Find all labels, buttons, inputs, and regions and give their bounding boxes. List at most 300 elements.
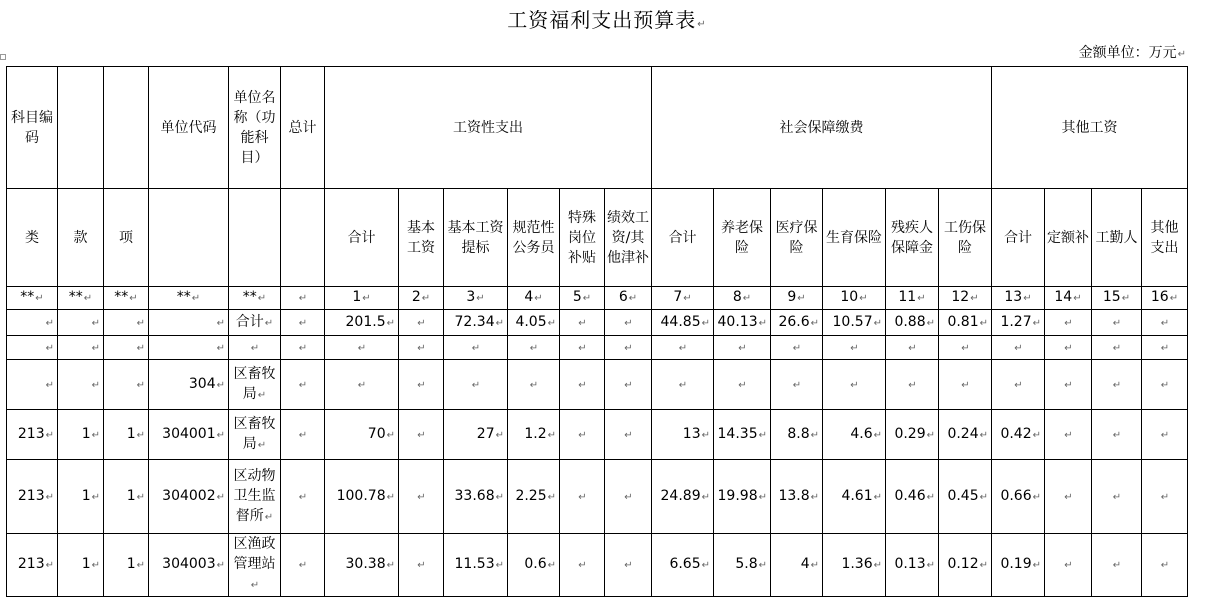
paragraph-mark-icon: ↵ xyxy=(136,379,145,391)
paragraph-mark-icon: ↵ xyxy=(91,379,100,391)
table-cell[interactable] xyxy=(444,310,508,336)
table-cell[interactable] xyxy=(399,460,444,534)
paragraph-mark-icon: ↵ xyxy=(547,429,556,441)
table-cell[interactable] xyxy=(104,534,149,597)
table-cell[interactable] xyxy=(444,410,508,460)
table-cell[interactable] xyxy=(58,310,104,336)
table-cell[interactable] xyxy=(1142,310,1188,336)
paragraph-mark-icon: ↵ xyxy=(1064,342,1073,354)
cell-text: 1 xyxy=(81,425,91,442)
table-cell[interactable] xyxy=(149,310,229,336)
table-cell[interactable] xyxy=(714,287,771,310)
paragraph-mark-icon: ↵ xyxy=(1032,491,1041,503)
table-cell[interactable] xyxy=(1045,460,1092,534)
paragraph-mark-icon: ↵ xyxy=(1160,560,1170,571)
cell-text: 11 xyxy=(898,289,917,305)
table-cell[interactable] xyxy=(652,410,714,460)
table-cell[interactable] xyxy=(281,460,325,534)
table-cell[interactable] xyxy=(992,336,1045,360)
paragraph-mark-icon: ↵ xyxy=(45,429,54,441)
cell-text: 1 xyxy=(81,556,91,572)
table-cell[interactable] xyxy=(325,287,399,310)
cell-text: 0.88 xyxy=(894,313,926,330)
paragraph-mark-icon: ↵ xyxy=(417,379,426,391)
paragraph-mark-icon: ↵ xyxy=(417,429,426,441)
table-cell[interactable] xyxy=(1092,310,1142,336)
table-cell[interactable] xyxy=(605,410,652,460)
cell-text: 1 xyxy=(81,487,91,504)
paragraph-mark-icon: ↵ xyxy=(859,293,868,304)
amount-unit: 金额单位：万元↵ xyxy=(1078,45,1186,61)
paragraph-mark-icon: ↵ xyxy=(678,379,688,391)
table-cell[interactable] xyxy=(325,310,399,336)
table-cell[interactable] xyxy=(58,460,104,534)
table-cell[interactable] xyxy=(1142,360,1188,410)
table-cell[interactable] xyxy=(325,336,399,360)
table-cell[interactable] xyxy=(1142,460,1188,534)
table-cell[interactable] xyxy=(714,534,771,597)
table-cell[interactable] xyxy=(939,534,992,597)
table-cell[interactable] xyxy=(508,460,560,534)
paragraph-mark-icon: ↵ xyxy=(970,293,979,304)
table-cell[interactable] xyxy=(7,287,58,310)
header-col-9: 医疗保险 xyxy=(771,189,823,287)
table-cell[interactable] xyxy=(992,310,1045,336)
paragraph-mark-icon: ↵ xyxy=(45,342,54,354)
table-cell[interactable] xyxy=(325,534,399,597)
paragraph-mark-icon: ↵ xyxy=(91,491,100,503)
paragraph-mark-icon: ↵ xyxy=(961,342,970,354)
table-cell[interactable] xyxy=(444,287,508,310)
table-cell[interactable] xyxy=(281,336,325,360)
table-cell[interactable] xyxy=(939,287,992,310)
cell-text: 100.78 xyxy=(336,487,386,504)
table-cell[interactable] xyxy=(229,410,281,460)
cell-text: 2.25 xyxy=(515,487,547,504)
paragraph-mark-icon: ↵ xyxy=(250,580,260,591)
cell-text: 区动物卫生监督所 xyxy=(233,467,276,524)
table-cell[interactable] xyxy=(104,360,149,410)
table-cell[interactable] xyxy=(229,360,281,410)
paragraph-mark-icon: ↵ xyxy=(471,342,481,354)
paragraph-mark-icon: ↵ xyxy=(83,293,93,304)
table-cell[interactable] xyxy=(7,460,58,534)
table-row xyxy=(7,534,1188,597)
paragraph-mark-icon: ↵ xyxy=(1160,317,1170,329)
table-cell[interactable] xyxy=(605,534,652,597)
header-col-3: 基本工资提标 xyxy=(444,189,508,287)
paragraph-mark-icon: ↵ xyxy=(386,560,395,571)
table-cell[interactable] xyxy=(992,460,1045,534)
paragraph-mark-icon: ↵ xyxy=(792,342,802,354)
paragraph-mark-icon: ↵ xyxy=(701,429,710,441)
table-cell[interactable] xyxy=(281,310,325,336)
table-cell[interactable] xyxy=(605,460,652,534)
table-cell[interactable] xyxy=(939,460,992,534)
cell-text: 3 xyxy=(466,289,476,305)
paragraph-mark-icon: ↵ xyxy=(1064,560,1073,571)
table-cell[interactable] xyxy=(444,360,508,410)
table-cell[interactable] xyxy=(771,410,823,460)
paragraph-mark-icon: ↵ xyxy=(298,293,308,304)
table-cell[interactable] xyxy=(652,460,714,534)
paragraph-mark-icon: ↵ xyxy=(578,560,587,571)
table-cell[interactable] xyxy=(508,287,560,310)
table-cell[interactable] xyxy=(1092,287,1142,310)
table-cell[interactable] xyxy=(444,534,508,597)
paragraph-mark-icon: ↵ xyxy=(257,389,267,401)
table-cell[interactable] xyxy=(823,360,886,410)
table-cell[interactable] xyxy=(605,310,652,336)
cell-text: 13 xyxy=(1004,289,1023,305)
paragraph-mark-icon: ↵ xyxy=(926,429,935,441)
paragraph-mark-icon: ↵ xyxy=(1112,429,1122,441)
table-cell[interactable] xyxy=(149,287,229,310)
table-cell[interactable] xyxy=(560,310,605,336)
table-cell[interactable] xyxy=(652,287,714,310)
paragraph-mark-icon: ↵ xyxy=(534,293,543,304)
paragraph-mark-icon: ↵ xyxy=(578,429,587,441)
paragraph-mark-icon: ↵ xyxy=(1014,342,1023,354)
table-cell[interactable] xyxy=(7,360,58,410)
table-cell[interactable] xyxy=(508,360,560,410)
table-cell[interactable] xyxy=(886,460,939,534)
table-cell[interactable] xyxy=(7,310,58,336)
table-cell[interactable] xyxy=(605,336,652,360)
table-cell[interactable] xyxy=(7,534,58,597)
header-col-1: 合计 xyxy=(325,189,399,287)
table-cell[interactable] xyxy=(823,310,886,336)
header-col-6: 绩效工资/其他津补 xyxy=(605,189,652,287)
table-cell[interactable] xyxy=(1092,360,1142,410)
paragraph-mark-icon: ↵ xyxy=(136,429,145,441)
table-cell[interactable] xyxy=(104,460,149,534)
table-cell[interactable] xyxy=(939,360,992,410)
cell-text: 0.12 xyxy=(947,556,979,572)
table-cell[interactable] xyxy=(444,460,508,534)
paragraph-mark-icon: ↵ xyxy=(697,19,707,30)
table-cell[interactable] xyxy=(229,534,281,597)
header-xiang-blank xyxy=(104,67,149,189)
table-cell[interactable] xyxy=(281,360,325,410)
table-cell[interactable] xyxy=(823,336,886,360)
page-title: 工资福利支出预算表↵ xyxy=(507,8,707,32)
table-cell[interactable] xyxy=(58,410,104,460)
table-cell[interactable] xyxy=(58,534,104,597)
table-cell[interactable] xyxy=(58,336,104,360)
table-cell[interactable] xyxy=(149,534,229,597)
table-cell[interactable] xyxy=(1092,410,1142,460)
header-row-2 xyxy=(7,189,1188,287)
table-cell[interactable] xyxy=(508,336,560,360)
paragraph-mark-icon: ↵ xyxy=(298,317,308,329)
table-cell[interactable] xyxy=(560,534,605,597)
table-cell[interactable] xyxy=(58,287,104,310)
cell-text: 0.29 xyxy=(894,425,926,442)
cell-text: 10 xyxy=(840,289,859,305)
paragraph-mark-icon: ↵ xyxy=(45,317,54,329)
paragraph-mark-icon: ↵ xyxy=(628,293,638,304)
cell-text: 4.6 xyxy=(850,425,873,442)
table-cell[interactable] xyxy=(325,460,399,534)
paragraph-mark-icon: ↵ xyxy=(758,491,767,503)
paragraph-mark-icon: ↵ xyxy=(624,342,633,354)
table-cell[interactable] xyxy=(560,336,605,360)
paragraph-mark-icon: ↵ xyxy=(917,293,926,304)
cell-text: 6.65 xyxy=(669,556,701,572)
paragraph-mark-icon: ↵ xyxy=(678,342,688,354)
paragraph-mark-icon: ↵ xyxy=(362,293,371,304)
cell-text: 213 xyxy=(17,425,45,442)
table-cell[interactable] xyxy=(714,410,771,460)
table-cell[interactable] xyxy=(399,410,444,460)
table-cell[interactable] xyxy=(886,534,939,597)
table-cell[interactable] xyxy=(771,336,823,360)
paragraph-mark-icon: ↵ xyxy=(1064,317,1073,329)
cell-text: 4.05 xyxy=(515,313,547,330)
table-cell[interactable] xyxy=(823,287,886,310)
paragraph-mark-icon: ↵ xyxy=(1112,491,1122,503)
paragraph-mark-icon: ↵ xyxy=(136,317,145,329)
table-cell[interactable] xyxy=(652,336,714,360)
table-cell[interactable] xyxy=(605,360,652,410)
table-cell[interactable] xyxy=(104,310,149,336)
table-cell[interactable] xyxy=(560,460,605,534)
table-cell[interactable] xyxy=(886,287,939,310)
paragraph-mark-icon: ↵ xyxy=(908,342,917,354)
table-cell[interactable] xyxy=(1092,534,1142,597)
table-cell[interactable] xyxy=(992,360,1045,410)
paragraph-mark-icon: ↵ xyxy=(298,379,308,391)
header-kemu-code: 科目编码 xyxy=(7,67,58,189)
header-col-10: 生育保险 xyxy=(823,189,886,287)
table-cell[interactable] xyxy=(560,360,605,410)
paragraph-mark-icon: ↵ xyxy=(873,491,882,503)
cell-text: 2 xyxy=(411,289,421,305)
header-col-14: 定额补 xyxy=(1045,189,1092,287)
table-cell[interactable] xyxy=(992,410,1045,460)
cell-text: 0.45 xyxy=(947,487,979,504)
paragraph-mark-icon: ↵ xyxy=(250,342,260,354)
header-col-5: 特殊岗位补贴 xyxy=(560,189,605,287)
cell-text: 0.24 xyxy=(947,425,979,442)
cell-text: ** xyxy=(176,289,191,305)
table-cell[interactable] xyxy=(325,360,399,410)
table-cell[interactable] xyxy=(560,410,605,460)
paragraph-mark-icon: ↵ xyxy=(264,511,274,523)
paragraph-mark-icon: ↵ xyxy=(45,379,54,391)
table-cell[interactable] xyxy=(771,534,823,597)
table-cell[interactable] xyxy=(771,360,823,410)
table-cell[interactable] xyxy=(652,534,714,597)
paragraph-mark-icon: ↵ xyxy=(264,317,274,329)
table-cell[interactable] xyxy=(1045,336,1092,360)
table-cell[interactable] xyxy=(229,460,281,534)
table-cell[interactable] xyxy=(399,336,444,360)
cell-text: 6 xyxy=(618,289,628,305)
cell-text: 1 xyxy=(126,556,136,572)
table-cell[interactable] xyxy=(149,360,229,410)
table-cell[interactable] xyxy=(886,310,939,336)
paragraph-mark-icon: ↵ xyxy=(810,429,819,441)
paragraph-mark-icon: ↵ xyxy=(476,293,485,304)
cell-text: 4 xyxy=(800,556,810,572)
paragraph-mark-icon: ↵ xyxy=(136,491,145,503)
table-cell[interactable] xyxy=(560,287,605,310)
paragraph-mark-icon: ↵ xyxy=(216,342,225,354)
paragraph-mark-icon: ↵ xyxy=(495,491,504,503)
table-cell[interactable] xyxy=(1092,460,1142,534)
paragraph-mark-icon: ↵ xyxy=(792,379,802,391)
paragraph-mark-icon: ↵ xyxy=(908,379,917,391)
paragraph-mark-icon: ↵ xyxy=(357,379,367,391)
cell-text: 40.13 xyxy=(717,313,758,330)
paragraph-mark-icon: ↵ xyxy=(624,379,633,391)
paragraph-mark-icon: ↵ xyxy=(91,317,100,329)
table-cell[interactable] xyxy=(508,310,560,336)
table-cell[interactable] xyxy=(399,287,444,310)
paragraph-mark-icon: ↵ xyxy=(624,317,633,329)
table-cell[interactable] xyxy=(281,287,325,310)
table-cell[interactable] xyxy=(7,336,58,360)
table-cell[interactable] xyxy=(714,460,771,534)
table-cell[interactable] xyxy=(771,310,823,336)
table-cell[interactable] xyxy=(281,410,325,460)
paragraph-mark-icon: ↵ xyxy=(357,342,367,354)
table-cell[interactable] xyxy=(508,534,560,597)
table-cell[interactable] xyxy=(1045,410,1092,460)
paragraph-mark-icon: ↵ xyxy=(45,491,54,503)
table-anchor-icon[interactable] xyxy=(0,54,6,60)
table-cell[interactable] xyxy=(149,336,229,360)
table-cell[interactable] xyxy=(104,336,149,360)
header-col-16: 其他支出 xyxy=(1142,189,1188,287)
table-cell[interactable] xyxy=(823,460,886,534)
table-cell[interactable] xyxy=(229,336,281,360)
table-cell[interactable] xyxy=(886,410,939,460)
table-cell[interactable] xyxy=(939,410,992,460)
paragraph-mark-icon: ↵ xyxy=(1177,49,1186,60)
table-cell[interactable] xyxy=(652,310,714,336)
paragraph-mark-icon: ↵ xyxy=(797,293,806,304)
table-cell[interactable] xyxy=(444,336,508,360)
cell-text: 0.66 xyxy=(1000,487,1032,504)
table-cell[interactable] xyxy=(1045,287,1092,310)
header-col-8: 养老保险 xyxy=(714,189,771,287)
table-cell[interactable] xyxy=(714,336,771,360)
paragraph-mark-icon: ↵ xyxy=(979,560,988,571)
header-col-15: 工勤人 xyxy=(1092,189,1142,287)
table-cell[interactable] xyxy=(399,310,444,336)
cell-text: ** xyxy=(68,289,83,305)
table-cell[interactable] xyxy=(823,534,886,597)
cell-text: 8 xyxy=(732,289,742,305)
table-cell[interactable] xyxy=(1142,287,1188,310)
table-cell[interactable] xyxy=(1045,360,1092,410)
table-cell[interactable] xyxy=(229,287,281,310)
cell-text: 15 xyxy=(1102,289,1121,305)
cell-text: 26.6 xyxy=(778,313,810,330)
table-cell[interactable] xyxy=(939,310,992,336)
cell-text: 19.98 xyxy=(717,487,758,504)
table-cell[interactable] xyxy=(149,460,229,534)
paragraph-mark-icon: ↵ xyxy=(547,491,556,503)
table-cell[interactable] xyxy=(886,336,939,360)
paragraph-mark-icon: ↵ xyxy=(1112,342,1122,354)
paragraph-mark-icon: ↵ xyxy=(1032,429,1041,441)
paragraph-mark-icon: ↵ xyxy=(547,560,556,571)
paragraph-mark-icon: ↵ xyxy=(1160,379,1170,391)
table-cell[interactable] xyxy=(229,310,281,336)
table-cell[interactable] xyxy=(605,287,652,310)
table-cell[interactable] xyxy=(399,534,444,597)
table-cell[interactable] xyxy=(58,360,104,410)
paragraph-mark-icon: ↵ xyxy=(873,317,882,329)
table-cell[interactable] xyxy=(325,410,399,460)
table-cell[interactable] xyxy=(1142,410,1188,460)
cell-text: 7 xyxy=(673,289,683,305)
table-cell[interactable] xyxy=(149,410,229,460)
table-cell[interactable] xyxy=(104,287,149,310)
paragraph-mark-icon: ↵ xyxy=(926,317,935,329)
paragraph-mark-icon: ↵ xyxy=(298,560,308,571)
paragraph-mark-icon: ↵ xyxy=(417,491,426,503)
paragraph-mark-icon: ↵ xyxy=(582,293,592,304)
table-cell[interactable] xyxy=(939,336,992,360)
paragraph-mark-icon: ↵ xyxy=(1160,491,1170,503)
table-cell[interactable] xyxy=(714,310,771,336)
table-cell[interactable] xyxy=(399,360,444,410)
table-cell[interactable] xyxy=(7,410,58,460)
table-cell[interactable] xyxy=(508,410,560,460)
paragraph-mark-icon: ↵ xyxy=(421,293,431,304)
header-col-12: 工伤保险 xyxy=(939,189,992,287)
table-cell[interactable] xyxy=(281,534,325,597)
header-col-7: 合计 xyxy=(652,189,714,287)
table-cell[interactable] xyxy=(1142,336,1188,360)
cell-text: 13.8 xyxy=(778,487,810,504)
cell-text: 27 xyxy=(476,425,495,442)
paragraph-mark-icon: ↵ xyxy=(683,293,692,304)
header-blank-total xyxy=(281,189,325,287)
cell-text: 1 xyxy=(126,425,136,442)
table-cell[interactable] xyxy=(771,287,823,310)
table-cell[interactable] xyxy=(886,360,939,410)
cell-text: 304001 xyxy=(162,425,216,442)
paragraph-mark-icon: ↵ xyxy=(529,342,539,354)
table-cell[interactable] xyxy=(992,287,1045,310)
table-cell[interactable] xyxy=(823,410,886,460)
table-cell[interactable] xyxy=(714,360,771,410)
header-col-2: 基本工资 xyxy=(399,189,444,287)
table-cell[interactable] xyxy=(652,360,714,410)
paragraph-mark-icon: ↵ xyxy=(1014,379,1023,391)
table-cell[interactable] xyxy=(1142,534,1188,597)
table-cell[interactable] xyxy=(1045,310,1092,336)
table-cell[interactable] xyxy=(771,460,823,534)
cell-text: 24.89 xyxy=(660,487,701,504)
table-cell[interactable] xyxy=(992,534,1045,597)
paragraph-mark-icon: ↵ xyxy=(495,560,504,571)
paragraph-mark-icon: ↵ xyxy=(495,317,504,329)
cell-text: 4 xyxy=(524,289,534,305)
table-cell[interactable] xyxy=(1092,336,1142,360)
paragraph-mark-icon: ↵ xyxy=(495,429,504,441)
paragraph-mark-icon: ↵ xyxy=(1169,293,1179,304)
table-cell[interactable] xyxy=(1045,534,1092,597)
paragraph-mark-icon: ↵ xyxy=(298,342,308,354)
table-cell[interactable] xyxy=(104,410,149,460)
